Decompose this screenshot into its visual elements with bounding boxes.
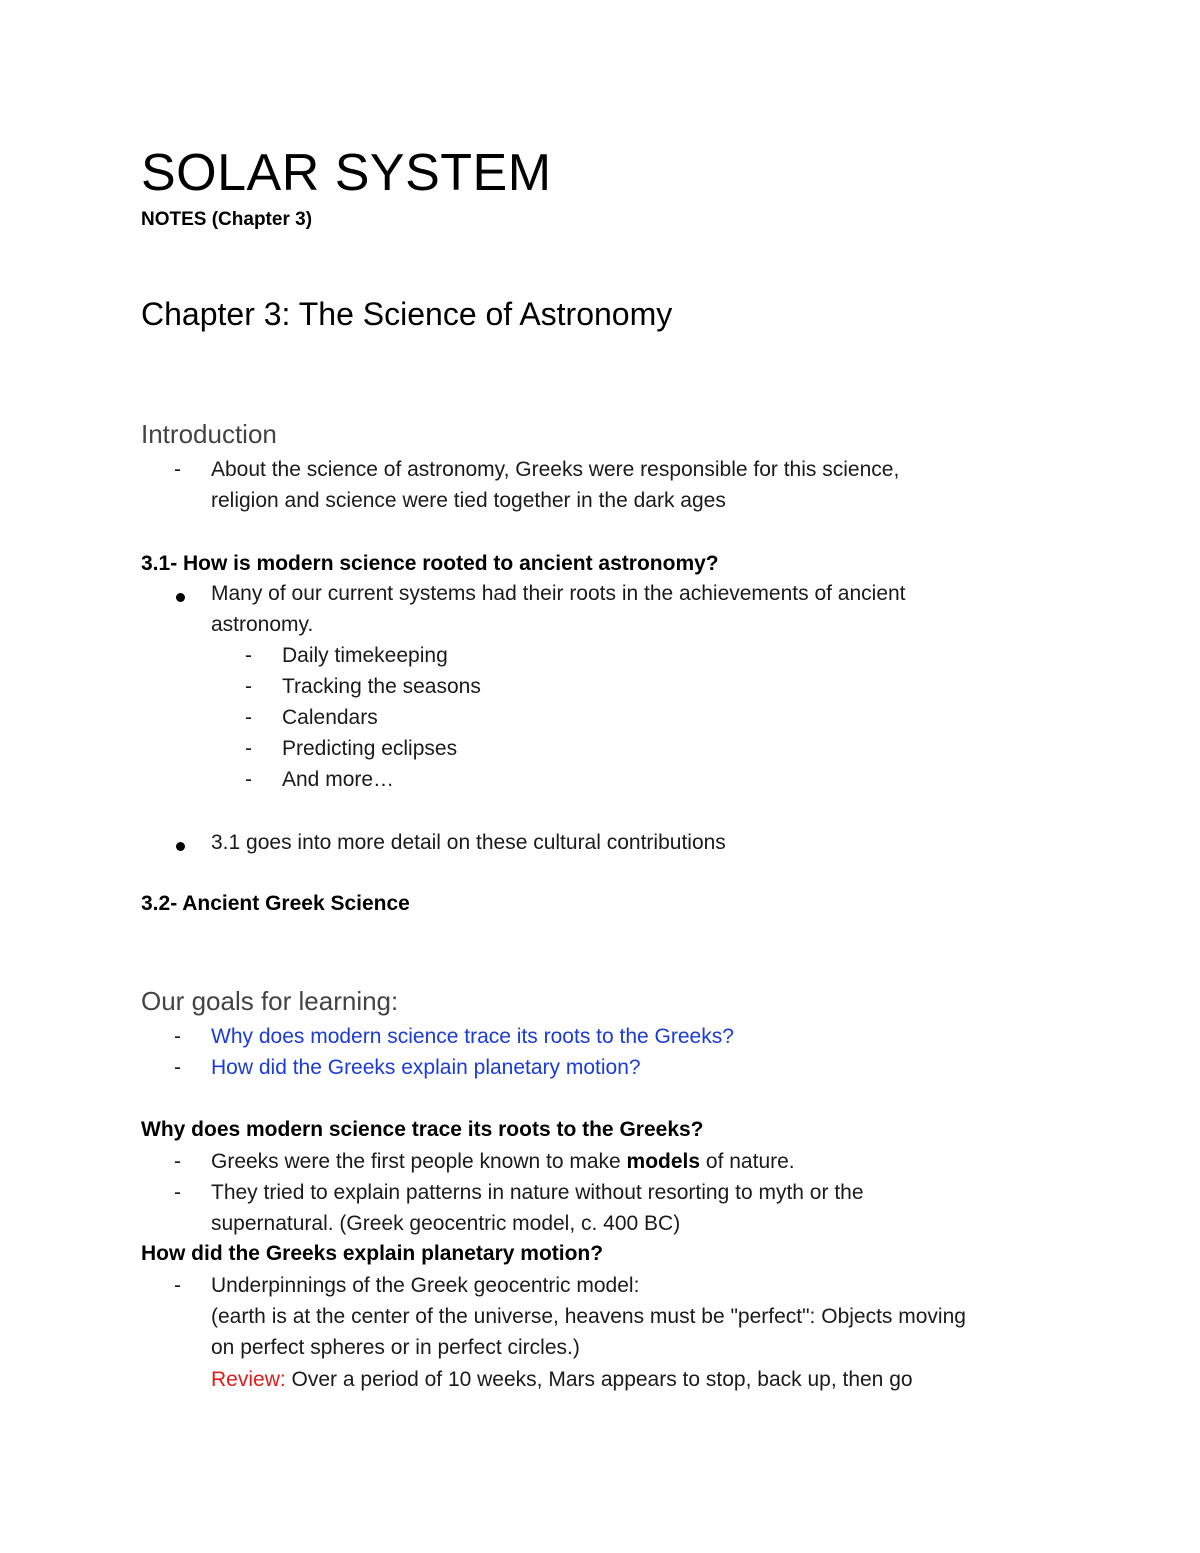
section-3-1-heading: 3.1- How is modern science rooted to ancient astronomy? xyxy=(141,552,719,575)
subitem-calendars: Calendars xyxy=(282,706,378,729)
planetary-item-line-1: Underpinnings of the Greek geocentric model: xyxy=(211,1274,640,1297)
goal-link-planetary-motion[interactable]: How did the Greeks explain planetary motion? xyxy=(211,1056,641,1079)
list-dash-marker: - xyxy=(245,768,252,791)
review-label: Review: xyxy=(211,1368,286,1391)
goal-link-roots[interactable]: Why does modern science trace its roots to the Greeks? xyxy=(211,1025,734,1048)
document-title: SOLAR SYSTEM xyxy=(141,144,552,202)
list-dash-marker: - xyxy=(174,1150,181,1173)
introduction-item-line-2: religion and science were tied together in the dark ages xyxy=(211,489,726,512)
document-subtitle: NOTES (Chapter 3) xyxy=(141,209,313,230)
subitem-daily-timekeeping: Daily timekeeping xyxy=(282,644,448,667)
list-dash-marker: - xyxy=(245,644,252,667)
list-dash-marker: - xyxy=(174,458,181,481)
list-dash-marker: - xyxy=(174,1274,181,1297)
roots-item-2-line-2: supernatural. (Greek geocentric model, c. 400 BC) xyxy=(211,1212,681,1235)
list-dash-marker: - xyxy=(245,737,252,760)
subitem-predicting-eclipses: Predicting eclipses xyxy=(282,737,458,760)
subitem-and-more: And more… xyxy=(282,768,395,791)
section-3-1-bullet-2: 3.1 goes into more detail on these cultural contributions xyxy=(211,831,726,854)
introduction-heading: Introduction xyxy=(141,419,277,449)
roots-item-1-tail: of nature. xyxy=(700,1150,795,1173)
list-dash-marker: - xyxy=(174,1056,181,1079)
models-emphasis: models xyxy=(626,1150,701,1173)
review-text: Over a period of 10 weeks, Mars appears to stop, back up, then go xyxy=(285,1368,913,1391)
list-dash-marker: - xyxy=(174,1025,181,1048)
list-dash-marker: - xyxy=(245,675,252,698)
subitem-tracking-seasons: Tracking the seasons xyxy=(282,675,481,698)
roots-item-1 xyxy=(211,1146,795,1177)
roots-item-1-text: Greeks were the first people known to make xyxy=(211,1150,627,1173)
bullet-dot xyxy=(176,593,185,602)
section-3-1-bullet-line-2: astronomy. xyxy=(211,613,314,636)
section-3-1-bullet-line-1: Many of our current systems had their roots in the achievements of ancient xyxy=(211,582,906,605)
list-dash-marker: - xyxy=(174,1181,181,1204)
bullet-dot xyxy=(176,842,185,851)
section-3-2-heading: 3.2- Ancient Greek Science xyxy=(141,892,410,915)
chapter-heading: Chapter 3: The Science of Astronomy xyxy=(141,296,673,332)
introduction-item-line-1: About the science of astronomy, Greeks were responsible for this science, xyxy=(211,458,900,481)
list-dash-marker: - xyxy=(245,706,252,729)
roots-item-2-line-1: They tried to explain patterns in nature without resorting to myth or the xyxy=(211,1181,864,1204)
review-line xyxy=(211,1364,913,1395)
roots-heading: Why does modern science trace its roots to the Greeks? xyxy=(141,1118,704,1141)
planetary-heading: How did the Greeks explain planetary motion? xyxy=(141,1242,604,1265)
planetary-item-line-3: on perfect spheres or in perfect circles.) xyxy=(211,1336,580,1359)
planetary-item-line-2: (earth is at the center of the universe, heavens must be "perfect": Objects moving xyxy=(211,1305,966,1328)
goals-heading: Our goals for learning: xyxy=(141,986,399,1016)
